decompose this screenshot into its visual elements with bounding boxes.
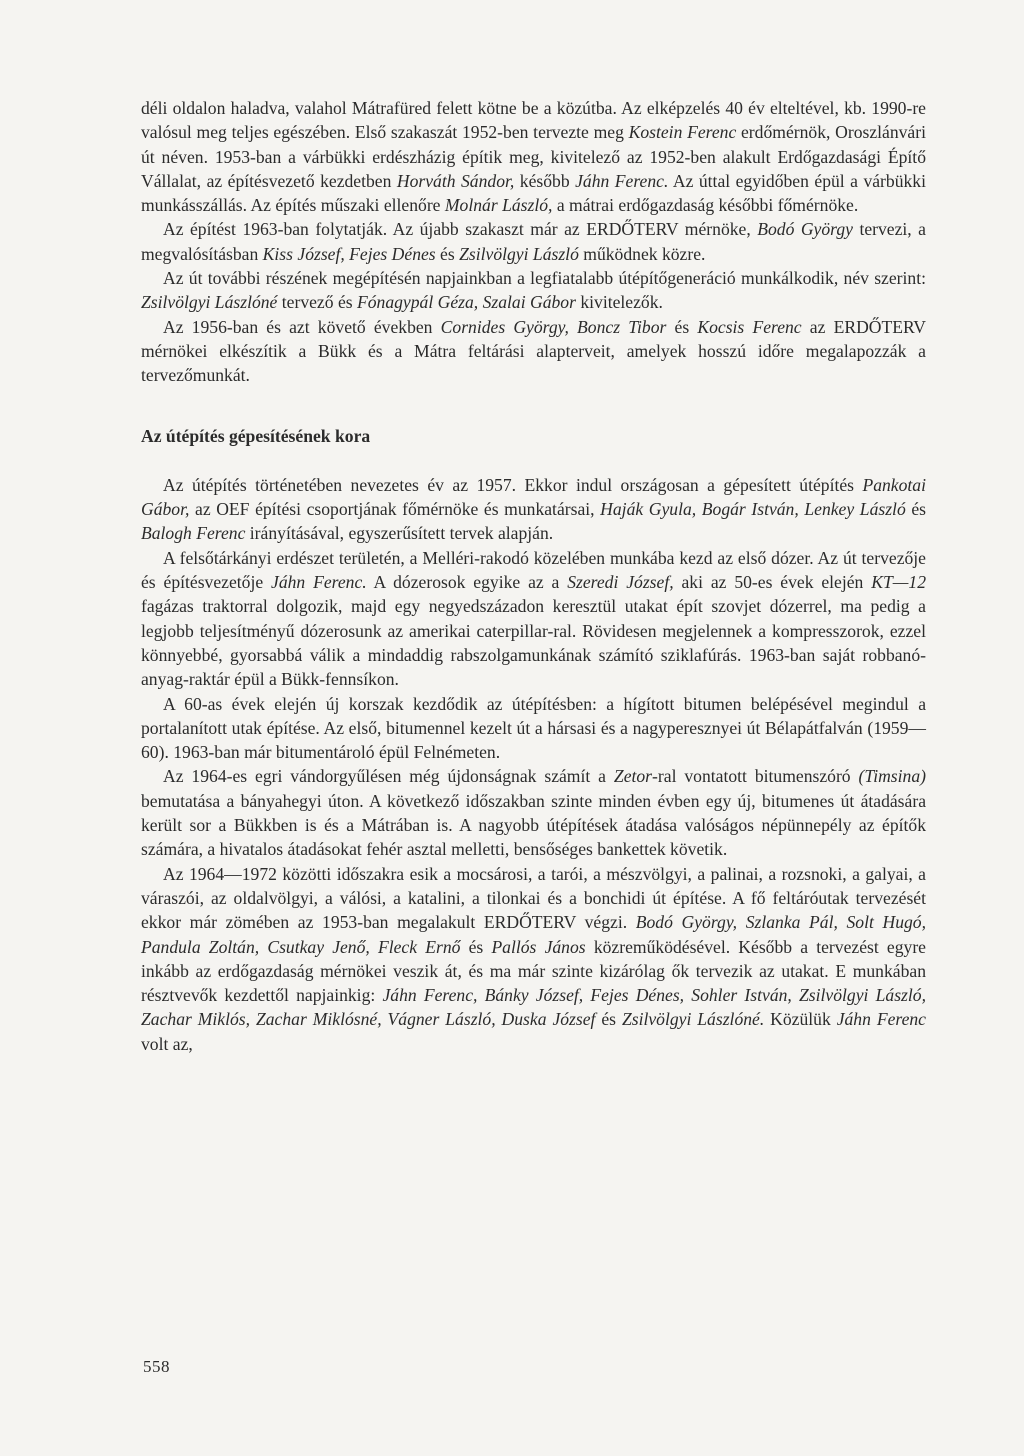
- text-run: Az útépítés gépesítésének kora: [141, 425, 371, 446]
- text-run: tervező és: [277, 292, 357, 313]
- text-run: és: [595, 1009, 622, 1030]
- paragraph: [141, 266, 926, 315]
- text-run: és: [460, 936, 492, 957]
- paragraph: [141, 473, 926, 546]
- text-run: és: [666, 316, 698, 337]
- text-run: tervezi, a megvalósításban: [141, 219, 926, 264]
- italic-name: Jáhn Ferenc.: [575, 170, 669, 191]
- section-heading: [141, 424, 926, 448]
- text-run: A felsőtárkányi erdészet területén, a Melléri-rakodó közelében munkába kezd az első dózer. Az út tervezője és építésvezetője: [141, 547, 926, 593]
- paragraph: [141, 862, 926, 1056]
- text-run: Az 1964-es egri vándorgyűlésen még újdonságnak számít a: [163, 766, 614, 787]
- paragraph: [141, 546, 926, 692]
- italic-name: Cornides György, Boncz Tibor: [440, 316, 667, 337]
- text-run: volt az,: [141, 1033, 193, 1054]
- text-run: -ral vontatott bitumenszóró: [652, 766, 859, 787]
- italic-name: KT—12: [871, 572, 926, 593]
- text-run: a mátrai erdőgazdaság későbbi főmérnöke.: [552, 195, 859, 216]
- text-run: irányításával, egyszerűsített tervek alapján.: [245, 523, 554, 544]
- italic-name: Jáhn Ferenc: [836, 1009, 926, 1030]
- text-run: déli oldalon haladva, valahol Mátrafüred felett kötne be a közútba. Az elképzelés 40 év elteltével, kb. 1990-re valósul meg teljes egészében. Első szakaszát 1952-ben tervezte meg: [141, 98, 926, 143]
- italic-name: Haják Gyula, Bogár István, Lenkey László: [600, 499, 906, 520]
- text-run: és: [435, 243, 460, 264]
- italic-name: Pallós János: [491, 936, 586, 957]
- italic-name: Zetor: [613, 766, 653, 787]
- paragraph: [141, 692, 926, 765]
- text-run: közreműködésével. Később a tervezést egyre inkább az erdőgazdaság mérnökei veszik át, és ma már szinte kizárólag ők tervezik az utakat. E munkában résztvevők kezdettől napjainkig:: [141, 936, 926, 1006]
- italic-name: Kocsis Ferenc: [697, 316, 802, 337]
- italic-name: Szeredi József,: [567, 572, 674, 593]
- italic-name: Horváth Sándor,: [396, 170, 515, 191]
- italic-name: Kostein Ferenc: [628, 122, 737, 143]
- text-run: fagázas traktorral dolgozik, majd egy negyedszázadon keresztül utakat épít szovjet dózerrel, ma pedig a legjobb teljesítményű dózerosunk az amerikai caterpillar-ral. Rövidesen megjelennek a kompresszorok, ezzel könnyebbé, gyorsabbá válik a mindaddig rabszolgamunkának számító sziklafúrás. 1963-ban saját robbanóanyag-raktár épül a Bükk-fennsíkon.: [141, 596, 926, 690]
- text-run: működnek közre.: [578, 243, 706, 264]
- text-run: Az út további részének megépítésén napjainkban a legfiatalabb útépítőgeneráció munkálkodik, név szerint:: [163, 268, 926, 289]
- text-run: Az úttal egyidőben épül a várbükki munkásszállás. Az építés műszaki ellenőre: [141, 170, 926, 216]
- text-run: A dózerosok egyike az a: [366, 572, 568, 593]
- paragraph: [141, 315, 926, 388]
- text-run: kivitelezők.: [575, 292, 663, 313]
- italic-name: Molnár László,: [444, 195, 553, 216]
- paragraph: [141, 96, 926, 217]
- text-run: aki az 50-es évek elején: [673, 572, 872, 593]
- italic-name: (Timsina): [858, 766, 926, 787]
- italic-name: Zsilvölgyi Lászlóné: [141, 292, 278, 313]
- paragraph: [141, 764, 926, 861]
- italic-name: Bodó György: [757, 219, 853, 240]
- page-number: 558: [143, 1357, 170, 1376]
- text-run: Az 1956-ban és azt követő években: [163, 316, 441, 337]
- italic-name: Fónagypál Géza, Szalai Gábor: [357, 292, 576, 313]
- page-body: [141, 96, 926, 1056]
- text-run: később: [514, 170, 576, 191]
- text-run: Az építést 1963-ban folytatják. Az újabb szakaszt már az ERDŐTERV mérnöke,: [163, 219, 758, 240]
- italic-name: Jáhn Ferenc.: [271, 572, 367, 593]
- text-run: és: [905, 499, 927, 520]
- text-run: Közülük: [764, 1009, 837, 1030]
- paragraph: [141, 217, 926, 266]
- italic-name: Jáhn Ferenc, Bánky József, Fejes Dénes, Sohler István, Zsilvölgyi László, Zachar Miklós, Zachar Miklósné, Vágner László, Duska József: [141, 985, 926, 1030]
- italic-name: Kiss József, Fejes Dénes: [262, 243, 436, 264]
- text-run: az ERDŐTERV mérnökei elkészítik a Bükk és a Mátra feltárási alapterveit, amelyek hosszú időre megalapozzák a tervezőmunkát.: [141, 316, 927, 386]
- italic-name: Pankotai Gábor,: [141, 474, 926, 520]
- text-run: A 60-as évek elején új korszak kezdődik az útépítésben: a hígított bitumen belépésével megindul a portalanított utak építése. Az első, bitumennel kezelt út a hársasi és a nagyperesznyei út Bélapátfalván (1959—60). 1963-ban már bitumentároló épül Felnémeten.: [141, 693, 926, 763]
- text-run: az OEF építési csoportjának főmérnöke és munkatársai,: [189, 499, 601, 520]
- italic-name: Zsilvölgyi László: [459, 243, 579, 264]
- text-run: erdőmérnök, Oroszlánvári út néven. 1953-ban a várbükki erdészházig építik meg, kivitelező az 1952-ben alakult Erdőgazdasági Építő Vállalat, az építésvezető kezdetben: [141, 122, 926, 191]
- italic-name: Zsilvölgyi Lászlóné.: [621, 1009, 765, 1030]
- text-run: Az útépítés történetében nevezetes év az 1957. Ekkor indul országosan a gépesített útépítés: [163, 474, 863, 495]
- italic-name: Bodó György, Szlanka Pál, Solt Hugó, Pandula Zoltán, Csutkay Jenő, Fleck Ernő: [141, 912, 926, 957]
- text-run: Az 1964—1972 közötti időszakra esik a mocsárosi, a tarói, a mészvölgyi, a palinai, a rozsnoki, a galyai, a váraszói, az oldalvölgyi, a válósi, a katalini, a tilonkai és a bonchidi út építése. A fő feltáróutak tervezését ekkor már zömében az 1953-ban megalakult ERDŐTERV végzi.: [141, 863, 926, 933]
- text-run: bemutatása a bányahegyi úton. A következő időszakban szinte minden évben egy új, bitumenes út átadására került sor a Bükkben is és a Mátrában is. A nagyobb útépítések átadása valóságos népünnepély az építők számára, a hivatalos átadásokat fehér asztal melletti, bensőséges bankettek követik.: [141, 790, 926, 860]
- italic-name: Balogh Ferenc: [141, 523, 246, 544]
